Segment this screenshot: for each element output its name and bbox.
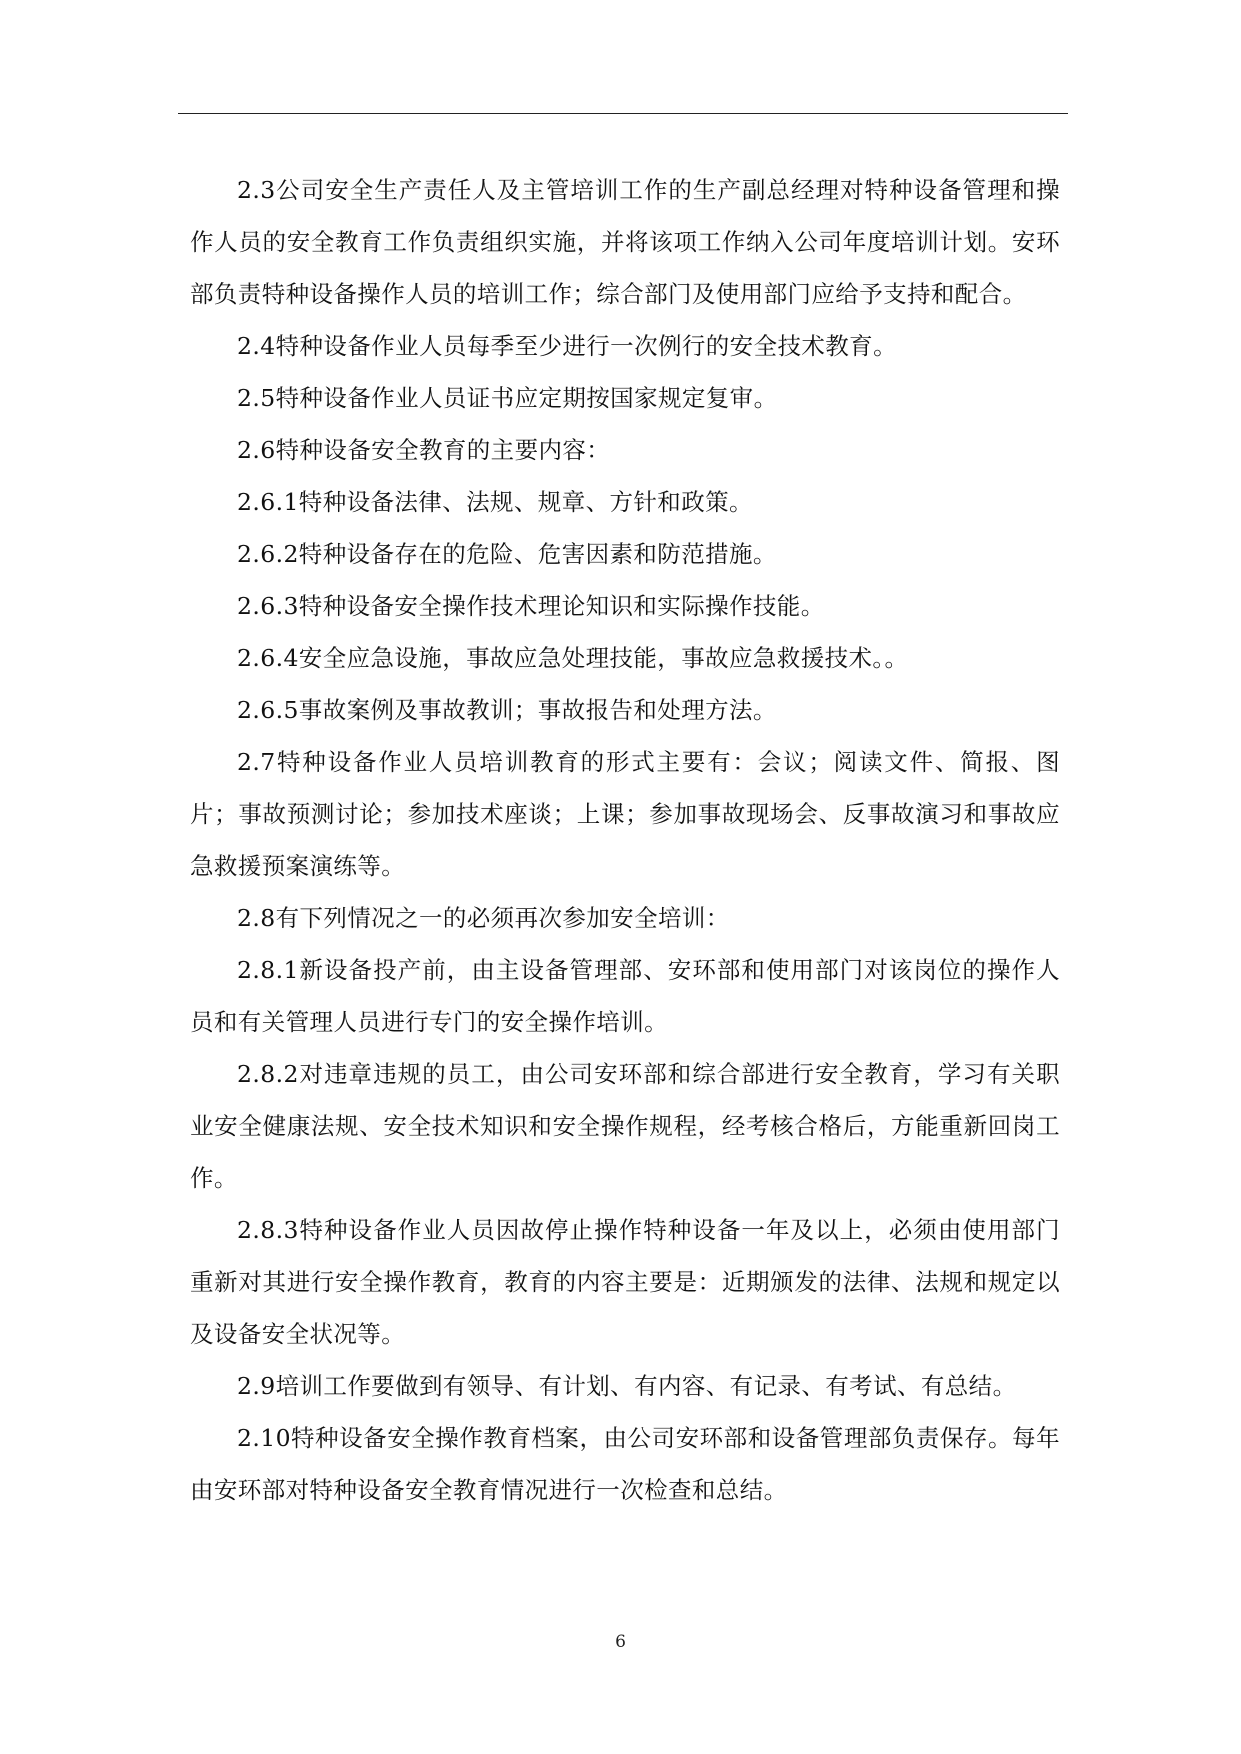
paragraph-2-10: 2.10特种设备安全操作教育档案，由公司安环部和设备管理部负责保存。每年由安环部对特种设备安全教育情况进行一次检查和总结。 [190, 1424, 1060, 1504]
paragraph-2-7: 2.7特种设备作业人员培训教育的形式主要有：会议；阅读文件、简报、图片；事故预测讨论；参加技术座谈；上课；参加事故现场会、反事故演习和事故应急救援预案演练等。 [190, 748, 1060, 880]
paragraph-2-8: 2.8有下列情况之一的必须再次参加安全培训： [237, 904, 730, 932]
paragraph-2-6-2: 2.6.2特种设备存在的危险、危害因素和防范措施。 [237, 540, 777, 568]
page-number: 6 [615, 1632, 626, 1652]
document-body [190, 164, 1060, 1516]
paragraph-2-8-2: 2.8.2对违章违规的员工，由公司安环部和综合部进行安全教育，学习有关职业安全健康法规、安全技术知识和安全操作规程，经考核合格后，方能重新回岗工作。 [190, 1060, 1060, 1192]
header-rule [178, 113, 1068, 114]
paragraph-2-6-4: 2.6.4安全应急设施，事故应急处理技能，事故应急救援技术。。 [237, 644, 909, 672]
paragraph-2-8-1: 2.8.1新设备投产前，由主设备管理部、安环部和使用部门对该岗位的操作人员和有关管理人员进行专门的安全操作培训。 [190, 956, 1060, 1036]
paragraph-2-5: 2.5特种设备作业人员证书应定期按国家规定复审。 [237, 384, 778, 412]
paragraph-2-6-1: 2.6.1特种设备法律、法规、规章、方针和政策。 [237, 488, 753, 516]
paragraph-2-9: 2.9培训工作要做到有领导、有计划、有内容、有记录、有考试、有总结。 [237, 1372, 1017, 1400]
paragraph-2-6: 2.6特种设备安全教育的主要内容： [237, 436, 611, 464]
paragraph-2-6-3: 2.6.3特种设备安全操作技术理论知识和实际操作技能。 [237, 592, 825, 620]
paragraph-2-4: 2.4特种设备作业人员每季至少进行一次例行的安全技术教育。 [237, 332, 897, 360]
paragraph-2-8-3: 2.8.3特种设备作业人员因故停止操作特种设备一年及以上，必须由使用部门重新对其进行安全操作教育，教育的内容主要是：近期颁发的法律、法规和规定以及设备安全状况等。 [190, 1216, 1060, 1348]
paragraph-2-6-5: 2.6.5事故案例及事故教训；事故报告和处理方法。 [237, 696, 777, 724]
paragraph-2-3: 2.3公司安全生产责任人及主管培训工作的生产副总经理对特种设备管理和操作人员的安全教育工作负责组织实施，并将该项工作纳入公司年度培训计划。安环部负责特种设备操作人员的培训工作；综合部门及使用部门应给予支持和配合。 [190, 176, 1060, 308]
